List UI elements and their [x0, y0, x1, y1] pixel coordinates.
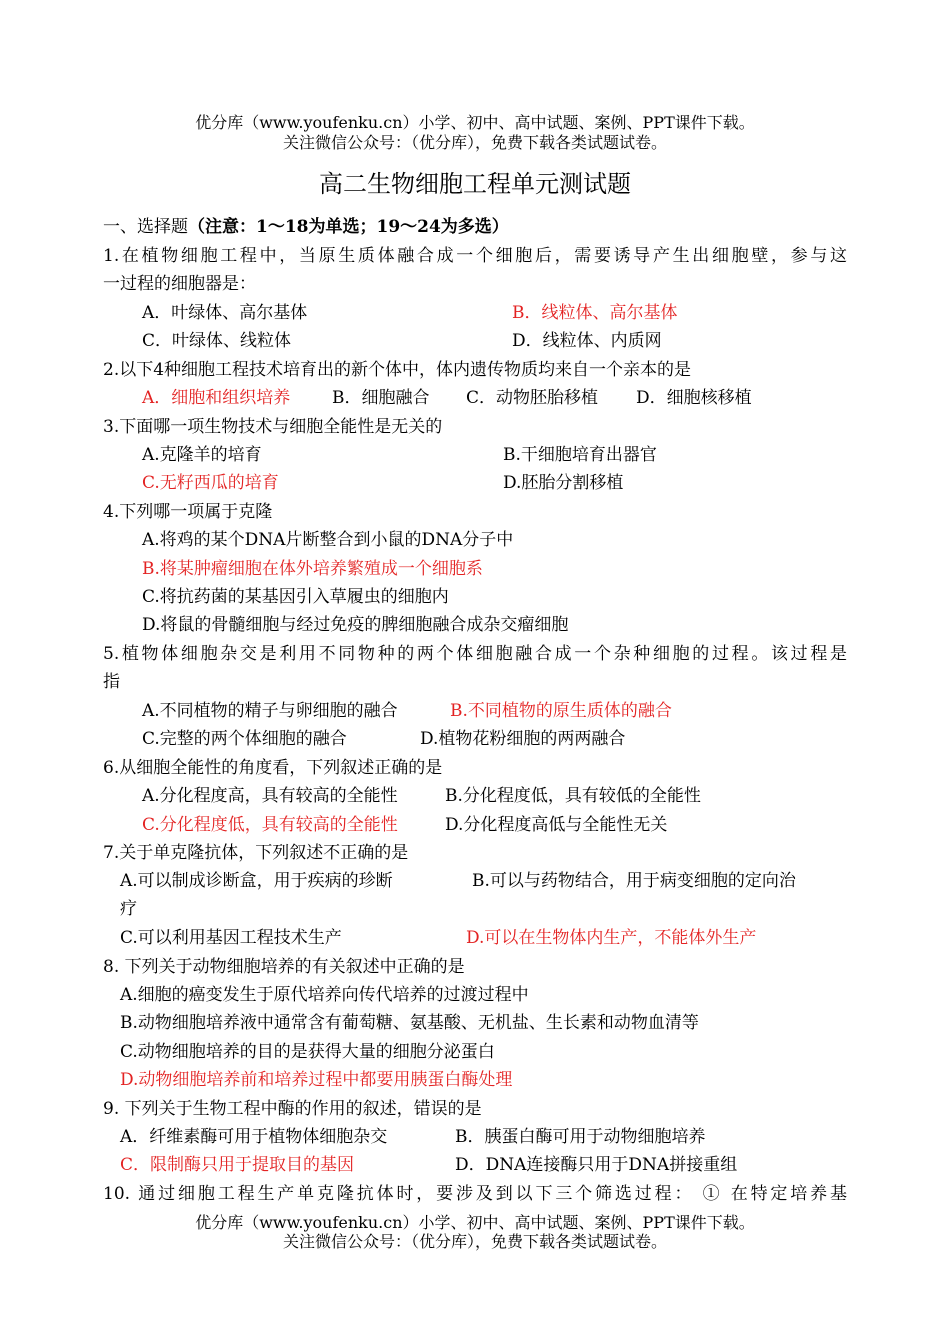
q7-option-d: D.可以在生物体内生产，不能体外生产	[466, 928, 757, 948]
q5-stem-line-2: 指	[103, 672, 120, 692]
q6-option-c: C.分化程度低，具有较高的全能性	[142, 815, 398, 835]
section-note: （注意：1～18为单选；19～24为多选）	[188, 217, 509, 237]
q5-stem-line-1: 5.植物体细胞杂交是利用不同物种的两个体细胞融合成一个杂种细胞的过程。该过程是	[103, 644, 847, 664]
q6-stem: 6.从细胞全能性的角度看，下列叙述正确的是	[103, 758, 443, 778]
footer-line-2: 关注微信公众号：（优分库），免费下载各类试题试卷。	[282, 1232, 667, 1251]
q9-option-b: B．胰蛋白酶可用于动物细胞培养	[455, 1127, 706, 1147]
q9-stem: 9. 下列关于生物工程中酶的作用的叙述，错误的是	[103, 1099, 482, 1119]
q3-option-b: B.干细胞培育出器官	[503, 445, 657, 465]
q1-option-a: A．叶绿体、高尔基体	[142, 303, 308, 323]
section-heading	[103, 215, 509, 239]
q9-option-d: D．DNA连接酶只用于DNA拼接重组	[455, 1155, 738, 1175]
q2-option-b: B．细胞融合	[332, 388, 430, 408]
q1-stem-line-1: 1.在植物细胞工程中，当原生质体融合成一个细胞后，需要诱导产生出细胞壁，参与这	[103, 246, 847, 266]
footer-line-1: 优分库（www.youfenku.cn）小学、初中、高中试题、案例、PPT课件下载。	[195, 1213, 755, 1232]
q2-option-d: D．细胞核移植	[636, 388, 752, 408]
section-label: 一、选择题	[103, 217, 188, 237]
header-line-1: 优分库（www.youfenku.cn）小学、初中、高中试题、案例、PPT课件下载。	[195, 113, 755, 132]
q8-option-d: D.动物细胞培养前和培养过程中都要用胰蛋白酶处理	[120, 1070, 513, 1090]
q7-stem: 7.关于单克隆抗体，下列叙述不正确的是	[103, 843, 409, 863]
q6-option-a: A.分化程度高，具有较高的全能性	[142, 786, 398, 806]
q7-option-c: C.可以利用基因工程技术生产	[120, 928, 342, 948]
q3-option-c: C.无籽西瓜的培育	[142, 473, 279, 493]
q1-option-c: C．叶绿体、线粒体	[142, 331, 292, 351]
q5-option-d: D.植物花粉细胞的两两融合	[420, 729, 626, 749]
q8-stem: 8. 下列关于动物细胞培养的有关叙述中正确的是	[103, 957, 465, 977]
q2-option-c: C．动物胚胎移植	[466, 388, 599, 408]
q9-option-a: A．纤维素酶可用于植物体细胞杂交	[120, 1127, 388, 1147]
page-title: 高二生物细胞工程单元测试题	[319, 170, 631, 198]
q7-option-b-line-2: 疗	[120, 899, 137, 919]
q4-option-b: B.将某肿瘤细胞在体外培养繁殖成一个细胞系	[142, 559, 483, 579]
q1-option-b: B．线粒体、高尔基体	[512, 303, 678, 323]
q6-option-d: D.分化程度高低与全能性无关	[445, 815, 668, 835]
q4-option-a: A.将鸡的某个DNA片断整合到小鼠的DNA分子中	[142, 530, 514, 550]
q3-option-d: D.胚胎分割移植	[503, 473, 624, 493]
q2-stem: 2.以下4种细胞工程技术培育出的新个体中，体内遗传物质均来自一个亲本的是	[103, 360, 692, 380]
q8-option-c: C.动物细胞培养的目的是获得大量的细胞分泌蛋白	[120, 1042, 495, 1062]
q6-option-b: B.分化程度低，具有较低的全能性	[445, 786, 701, 806]
q2-option-a: A．细胞和组织培养	[142, 388, 291, 408]
q1-stem-line-2: 一过程的细胞器是：	[103, 274, 256, 294]
q5-option-b: B.不同植物的原生质体的融合	[450, 701, 672, 721]
q7-option-a: A.可以制成诊断盒，用于疾病的珍断	[120, 871, 393, 891]
q8-option-b: B.动物细胞培养液中通常含有葡萄糖、氨基酸、无机盐、生长素和动物血清等	[120, 1013, 699, 1033]
q5-option-a: A.不同植物的精子与卵细胞的融合	[142, 701, 398, 721]
q8-option-a: A.细胞的癌变发生于原代培养向传代培养的过渡过程中	[120, 985, 529, 1005]
q9-option-c: C．限制酶只用于提取目的基因	[120, 1155, 355, 1175]
q10-stem: 10. 通过细胞工程生产单克隆抗体时，要涉及到以下三个筛选过程： ① 在特定培养基	[103, 1184, 847, 1204]
q3-option-a: A.克隆羊的培育	[142, 445, 262, 465]
q5-option-c: C.完整的两个体细胞的融合	[142, 729, 347, 749]
q4-option-d: D.将鼠的骨髓细胞与经过免疫的脾细胞融合成杂交瘤细胞	[142, 615, 569, 635]
q3-stem: 3.下面哪一项生物技术与细胞全能性是无关的	[103, 417, 443, 437]
q4-stem: 4.下列哪一项属于克隆	[103, 502, 273, 522]
q4-option-c: C.将抗药菌的某基因引入草履虫的细胞内	[142, 587, 449, 607]
q1-option-d: D．线粒体、内质网	[512, 331, 662, 351]
q7-option-b-line-1: B.可以与药物结合，用于病变细胞的定向治	[472, 871, 796, 891]
header-line-2: 关注微信公众号：（优分库），免费下载各类试题试卷。	[282, 133, 667, 152]
